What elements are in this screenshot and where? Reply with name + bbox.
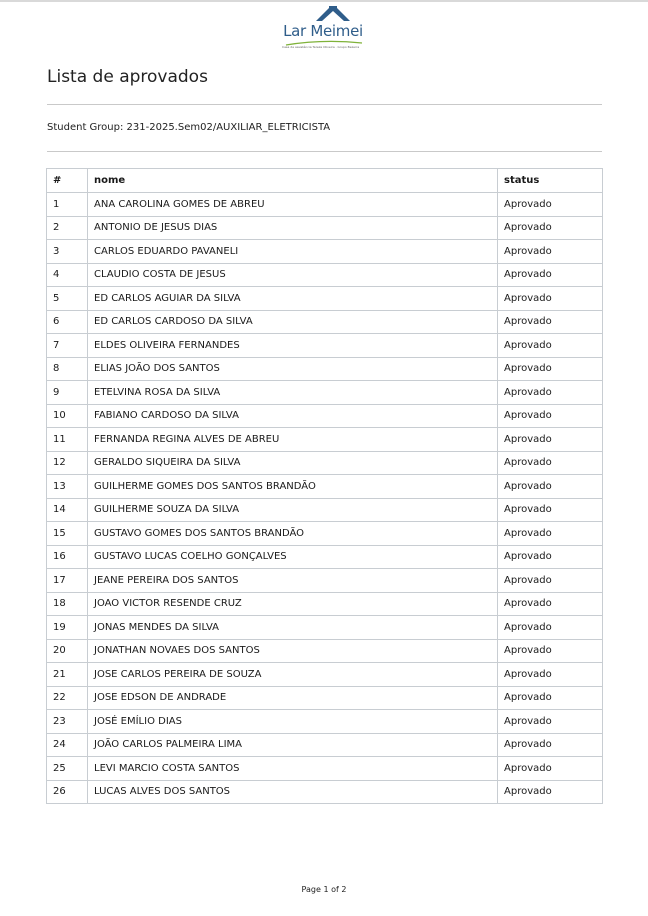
row-name: ANA CAROLINA GOMES DE ABREU [88, 193, 498, 217]
table-row [47, 381, 603, 405]
row-number: 9 [47, 381, 88, 405]
row-name: ED CARLOS AGUIAR DA SILVA [88, 287, 498, 311]
row-number: 26 [47, 780, 88, 804]
row-number: 17 [47, 569, 88, 593]
header-name: nome [88, 169, 498, 193]
row-name: ANTONIO DE JESUS DIAS [88, 216, 498, 240]
table-row [47, 310, 603, 334]
row-status: Aprovado [498, 310, 603, 334]
table-row [47, 193, 603, 217]
header-number: # [47, 169, 88, 193]
table-row [47, 216, 603, 240]
row-name: JOAO VICTOR RESENDE CRUZ [88, 592, 498, 616]
row-number: 4 [47, 263, 88, 287]
row-number: 19 [47, 616, 88, 640]
table-row [47, 757, 603, 781]
row-name: LEVI MARCIO COSTA SANTOS [88, 757, 498, 781]
page-number: Page 1 of 2 [301, 885, 347, 894]
row-status: Aprovado [498, 451, 603, 475]
row-status: Aprovado [498, 334, 603, 358]
row-number: 2 [47, 216, 88, 240]
row-status: Aprovado [498, 663, 603, 687]
row-status: Aprovado [498, 616, 603, 640]
row-number: 12 [47, 451, 88, 475]
logo-text: Lar Meimei [283, 22, 363, 40]
row-number: 8 [47, 357, 88, 381]
table-row [47, 334, 603, 358]
row-status: Aprovado [498, 240, 603, 264]
row-number: 14 [47, 498, 88, 522]
top-divider [0, 0, 648, 2]
row-status: Aprovado [498, 381, 603, 405]
row-name: GUILHERME GOMES DOS SANTOS BRANDÃO [88, 475, 498, 499]
row-name: LUCAS ALVES DOS SANTOS [88, 780, 498, 804]
row-status: Aprovado [498, 710, 603, 734]
row-name: JONATHAN NOVAES DOS SANTOS [88, 639, 498, 663]
table-row [47, 287, 603, 311]
row-name: ED CARLOS CARDOSO DA SILVA [88, 310, 498, 334]
row-status: Aprovado [498, 287, 603, 311]
table-row [47, 569, 603, 593]
row-status: Aprovado [498, 522, 603, 546]
row-name: CLAUDIO COSTA DE JESUS [88, 263, 498, 287]
page-title: Lista de aprovados [47, 67, 208, 87]
table-row [47, 710, 603, 734]
table-row [47, 404, 603, 428]
row-name: GUILHERME SOUZA DA SILVA [88, 498, 498, 522]
row-number: 5 [47, 287, 88, 311]
header-status: status [498, 169, 603, 193]
row-status: Aprovado [498, 545, 603, 569]
table-row [47, 475, 603, 499]
table-header-row [47, 169, 603, 193]
table-row [47, 733, 603, 757]
row-number: 24 [47, 733, 88, 757]
row-name: FABIANO CARDOSO DA SILVA [88, 404, 498, 428]
row-status: Aprovado [498, 757, 603, 781]
table-row [47, 498, 603, 522]
table-row [47, 451, 603, 475]
row-status: Aprovado [498, 193, 603, 217]
title-divider [47, 104, 602, 105]
row-status: Aprovado [498, 498, 603, 522]
group-divider [47, 151, 602, 152]
table-row [47, 357, 603, 381]
table-row [47, 263, 603, 287]
row-status: Aprovado [498, 569, 603, 593]
row-name: JOSE EDSON DE ANDRADE [88, 686, 498, 710]
row-name: CARLOS EDUARDO PAVANELI [88, 240, 498, 264]
row-status: Aprovado [498, 263, 603, 287]
row-number: 25 [47, 757, 88, 781]
row-name: JOÃO CARLOS PALMEIRA LIMA [88, 733, 498, 757]
table-body [47, 193, 603, 804]
row-number: 11 [47, 428, 88, 452]
table-row [47, 592, 603, 616]
approved-table [46, 168, 603, 804]
row-number: 22 [47, 686, 88, 710]
table-row [47, 545, 603, 569]
logo-tagline: Casa de assistência Tereza Oliveira · Grupo Bezerra [282, 45, 360, 49]
row-name: GUSTAVO LUCAS COELHO GONÇALVES [88, 545, 498, 569]
table-row [47, 639, 603, 663]
table-row [47, 428, 603, 452]
row-status: Aprovado [498, 428, 603, 452]
row-status: Aprovado [498, 404, 603, 428]
row-number: 6 [47, 310, 88, 334]
table-row [47, 240, 603, 264]
logo [278, 5, 368, 53]
row-status: Aprovado [498, 357, 603, 381]
row-status: Aprovado [498, 686, 603, 710]
row-status: Aprovado [498, 216, 603, 240]
row-number: 23 [47, 710, 88, 734]
row-name: GUSTAVO GOMES DOS SANTOS BRANDÃO [88, 522, 498, 546]
row-number: 15 [47, 522, 88, 546]
row-name: FERNANDA REGINA ALVES DE ABREU [88, 428, 498, 452]
row-status: Aprovado [498, 780, 603, 804]
row-number: 18 [47, 592, 88, 616]
table-row [47, 686, 603, 710]
row-number: 20 [47, 639, 88, 663]
row-status: Aprovado [498, 592, 603, 616]
table-row [47, 663, 603, 687]
row-status: Aprovado [498, 475, 603, 499]
row-name: JOSE CARLOS PEREIRA DE SOUZA [88, 663, 498, 687]
row-number: 21 [47, 663, 88, 687]
table-row [47, 780, 603, 804]
row-name: JEANE PEREIRA DOS SANTOS [88, 569, 498, 593]
row-name: JONAS MENDES DA SILVA [88, 616, 498, 640]
row-name: ELDES OLIVEIRA FERNANDES [88, 334, 498, 358]
row-number: 3 [47, 240, 88, 264]
row-name: ETELVINA ROSA DA SILVA [88, 381, 498, 405]
row-status: Aprovado [498, 639, 603, 663]
row-number: 7 [47, 334, 88, 358]
row-number: 10 [47, 404, 88, 428]
student-group: Student Group: 231-2025.Sem02/AUXILIAR_ELETRICISTA [47, 122, 331, 133]
row-number: 13 [47, 475, 88, 499]
row-name: JOSÉ EMÍLIO DIAS [88, 710, 498, 734]
row-number: 16 [47, 545, 88, 569]
row-name: GERALDO SIQUEIRA DA SILVA [88, 451, 498, 475]
row-name: ELIAS JOÃO DOS SANTOS [88, 357, 498, 381]
row-status: Aprovado [498, 733, 603, 757]
table-row [47, 522, 603, 546]
row-number: 1 [47, 193, 88, 217]
table-row [47, 616, 603, 640]
